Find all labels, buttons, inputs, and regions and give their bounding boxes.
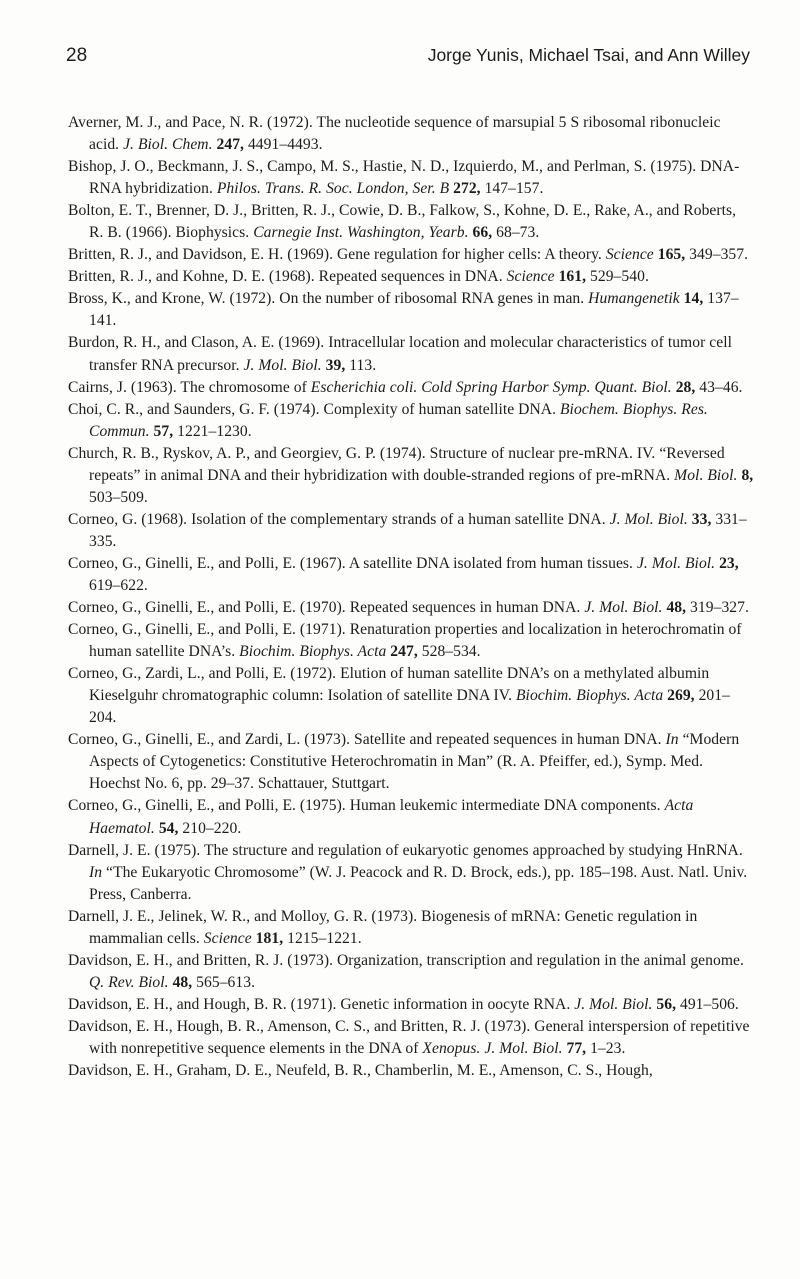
reference-volume: 56, [656, 995, 677, 1013]
reference-italic-text: Mol. Biol. [674, 466, 738, 484]
reference-italic-text: Science [506, 268, 555, 286]
reference-text: Davidson, E. H., and Britten, R. J. (1973). Organization, transcription and regulation in the animal genome. [68, 951, 744, 969]
reference-italic-text: Philos. Trans. R. Soc. London, Ser. B [216, 180, 450, 198]
reference-text: 319–327. [686, 599, 749, 617]
reference-text: 1215–1221. [283, 929, 362, 947]
reference-text: 43–46. [695, 378, 743, 396]
reference-volume: 66, [472, 224, 493, 242]
reference-text: 491–506. [676, 995, 739, 1013]
reference-italic-text: Science [605, 246, 654, 264]
reference-italic-text: Q. Rev. Biol. [89, 973, 169, 991]
reference-volume: 181, [255, 929, 284, 947]
reference-text: 4491–4493. [244, 136, 323, 154]
reference-text: Corneo, G., Zardi, L., and Polli, E. (1972). Elution of human satellite DNA’s on a methylated albumin Kieselguhr chromatographic column: Isolation of satellite DNA IV. [68, 665, 710, 705]
reference-italic-text: J. Mol. Biol. [584, 599, 663, 617]
reference-entry [68, 619, 754, 663]
reference-text: 565–613. [192, 973, 256, 991]
reference-volume: 48, [666, 599, 687, 617]
reference-text: Britten, R. J., and Davidson, E. H. (1969). Gene regulation for higher cells: A theory. [68, 246, 606, 264]
reference-italic-text: J. Mol. Biol. [636, 554, 716, 572]
reference-text: Corneo, G., Ginelli, E., and Polli, E. (1967). A satellite DNA isolated from human tissues. [68, 554, 637, 572]
reference-entry [68, 994, 754, 1016]
reference-volume: 48, [172, 973, 193, 991]
reference-volume: 14, [683, 290, 704, 308]
reference-text: 619–622. [89, 576, 148, 594]
reference-text: 201–204. [89, 687, 730, 727]
reference-text: “Modern Aspects of Cytogenetics: Constitutive Heterochromatin in Man” (R. A. Pfeiffer, ed.), Symp. Med. Hoechst No. 6, pp. 29–37. Schattauer, Stuttgart. [89, 731, 740, 793]
reference-italic-text: J. Mol. Biol. [574, 995, 653, 1013]
reference-text: Davidson, E. H., and Hough, B. R. (1971). Genetic information in oocyte RNA. [68, 995, 575, 1013]
reference-italic-text: In [665, 731, 679, 749]
reference-entry [68, 244, 754, 266]
reference-text: 331–335. [89, 510, 747, 550]
reference-entry [68, 288, 754, 332]
reference-list [68, 112, 754, 1082]
reference-text: Bolton, E. T., Brenner, D. J., Britten, R. J., Cowie, D. B., Falkow, S., Kohne, D. E., Rake, A., and Roberts, R. B. (1966). Biophysics. [68, 202, 737, 242]
reference-volume: 28, [675, 378, 696, 396]
reference-text: 1221–1230. [173, 422, 252, 440]
reference-entry [68, 377, 754, 399]
reference-italic-text: Xenopus. J. Mol. Biol. [422, 1039, 563, 1057]
reference-italic-text: J. Mol. Biol. [243, 356, 322, 374]
reference-text: 528–534. [417, 643, 481, 661]
reference-italic-text: J. Biol. Chem. [123, 136, 213, 154]
reference-text: Darnell, J. E., Jelinek, W. R., and Molloy, G. R. (1973). Biogenesis of mRNA: Genetic regulation in mammalian cells. [68, 907, 698, 947]
reference-volume: 54, [158, 819, 179, 837]
reference-text: Britten, R. J., and Kohne, D. E. (1968). Repeated sequences in DNA. [68, 268, 507, 286]
reference-entry [68, 840, 754, 906]
reference-text: Corneo, G., Ginelli, E., and Polli, E. (1970). Repeated sequences in human DNA. [68, 599, 585, 617]
reference-text: Averner, M. J., and Pace, N. R. (1972). The nucleotide sequence of marsupial 5 S ribosomal ribonucleic acid. [68, 114, 721, 154]
reference-text: Corneo, G. (1968). Isolation of the complementary strands of a human satellite DNA. [68, 510, 610, 528]
reference-text: Bishop, J. O., Beckmann, J. S., Campo, M. S., Hastie, N. D., Izquierdo, M., and Perlman, S. (1975). DNA-RNA hybridization. [68, 158, 740, 198]
reference-entry [68, 1060, 754, 1082]
reference-text: Corneo, G., Ginelli, E., and Zardi, L. (1973). Satellite and repeated sequences in human DNA. [68, 731, 666, 749]
reference-italic-text: Humangenetik [588, 290, 680, 308]
reference-entry [68, 950, 754, 994]
reference-text: Bross, K., and Krone, W. (1972). On the number of ribosomal RNA genes in man. [68, 290, 589, 308]
reference-text: Davidson, E. H., Graham, D. E., Neufeld, B. R., Chamberlin, M. E., Amenson, C. S., Hough, [68, 1062, 653, 1080]
reference-italic-text: Science [203, 929, 252, 947]
reference-entry [68, 332, 754, 376]
reference-entry [68, 906, 754, 950]
reference-italic-text: In [89, 863, 103, 881]
reference-text: Darnell, J. E. (1975). The structure and regulation of eukaryotic genomes approached by studying HnRNA. [68, 841, 743, 859]
reference-text: Davidson, E. H., Hough, B. R., Amenson, C. S., and Britten, R. J. (1973). General interspersion of repetitive with nonrepetitive sequence elements in the DNA of [68, 1017, 750, 1057]
reference-italic-text: Biochim. Biophys. Acta [239, 643, 387, 661]
reference-entry [68, 795, 754, 839]
reference-entry [68, 553, 754, 597]
reference-entry [68, 729, 754, 795]
reference-text: 113. [345, 356, 377, 374]
reference-volume: 8, [741, 466, 754, 484]
reference-text: 349–357. [685, 246, 749, 264]
reference-text: 529–540. [586, 268, 649, 286]
reference-entry [68, 266, 754, 288]
reference-volume: 269, [667, 687, 695, 705]
reference-text: Choi, C. R., and Saunders, G. F. (1974). Complexity of human satellite DNA. [68, 400, 560, 418]
reference-entry [68, 597, 754, 619]
reference-volume: 39, [325, 356, 346, 374]
reference-text: 147–157. [480, 180, 544, 198]
reference-entry [68, 509, 754, 553]
reference-entry [68, 156, 754, 200]
reference-italic-text: Biochim. Biophys. Acta [515, 687, 664, 705]
reference-volume: 33, [691, 510, 712, 528]
reference-volume: 161, [558, 268, 587, 286]
reference-entry [68, 1016, 754, 1060]
reference-entry [68, 399, 754, 443]
reference-volume: 77, [566, 1039, 587, 1057]
reference-text: 210–220. [178, 819, 242, 837]
running-header [66, 45, 750, 67]
page-number: 28 [66, 45, 88, 66]
reference-volume: 57, [153, 422, 174, 440]
reference-text: 1–23. [586, 1039, 626, 1057]
reference-italic-text: Biochem. Biophys. Res. Commun. [89, 400, 708, 440]
reference-entry [68, 443, 754, 509]
reference-italic-text: Escherichia coli. Cold Spring Harbor Symp. Quant. Biol. [310, 378, 672, 396]
reference-text: “The Eukaryotic Chromosome” (W. J. Peacock and R. D. Brock, eds.), pp. 185–198. Aust. Natl. Univ. Press, Canberra. [89, 863, 748, 903]
reference-volume: 165, [657, 246, 686, 264]
reference-volume: 272, [453, 180, 481, 198]
reference-italic-text: Acta Haematol. [89, 797, 694, 837]
reference-text: Cairns, J. (1963). The chromosome of [68, 378, 311, 396]
reference-text: Burdon, R. H., and Clason, A. E. (1969). Intracellular location and molecular characteristics of tumor cell transfer RNA precursor. [68, 334, 732, 374]
reference-italic-text: J. Mol. Biol. [609, 510, 688, 528]
reference-volume: 247, [390, 643, 418, 661]
reference-volume: 23, [719, 554, 739, 572]
reference-text: Corneo, G., Ginelli, E., and Polli, E. (1975). Human leukemic intermediate DNA components. [68, 797, 665, 815]
reference-text: 137–141. [89, 290, 739, 330]
reference-entry [68, 200, 754, 244]
running-title: Jorge Yunis, Michael Tsai, and Ann Willey [427, 45, 750, 65]
reference-volume: 247, [216, 136, 245, 154]
reference-text: 68–73. [492, 224, 540, 242]
reference-entry [68, 663, 754, 729]
reference-text: Church, R. B., Ryskov, A. P., and Georgiev, G. P. (1974). Structure of nuclear pre-mRNA. IV. “Reversed repeats” in animal DNA and their hybridization with double-stranded regions of pre-mRNA. [68, 444, 725, 484]
reference-text: 503–509. [89, 488, 148, 506]
reference-entry [68, 112, 754, 156]
reference-text: Corneo, G., Ginelli, E., and Polli, E. (1971). Renaturation properties and localization in heterochromatin of human satellite DNA’s. [68, 621, 742, 661]
reference-italic-text: Carnegie Inst. Washington, Yearb. [253, 224, 469, 242]
